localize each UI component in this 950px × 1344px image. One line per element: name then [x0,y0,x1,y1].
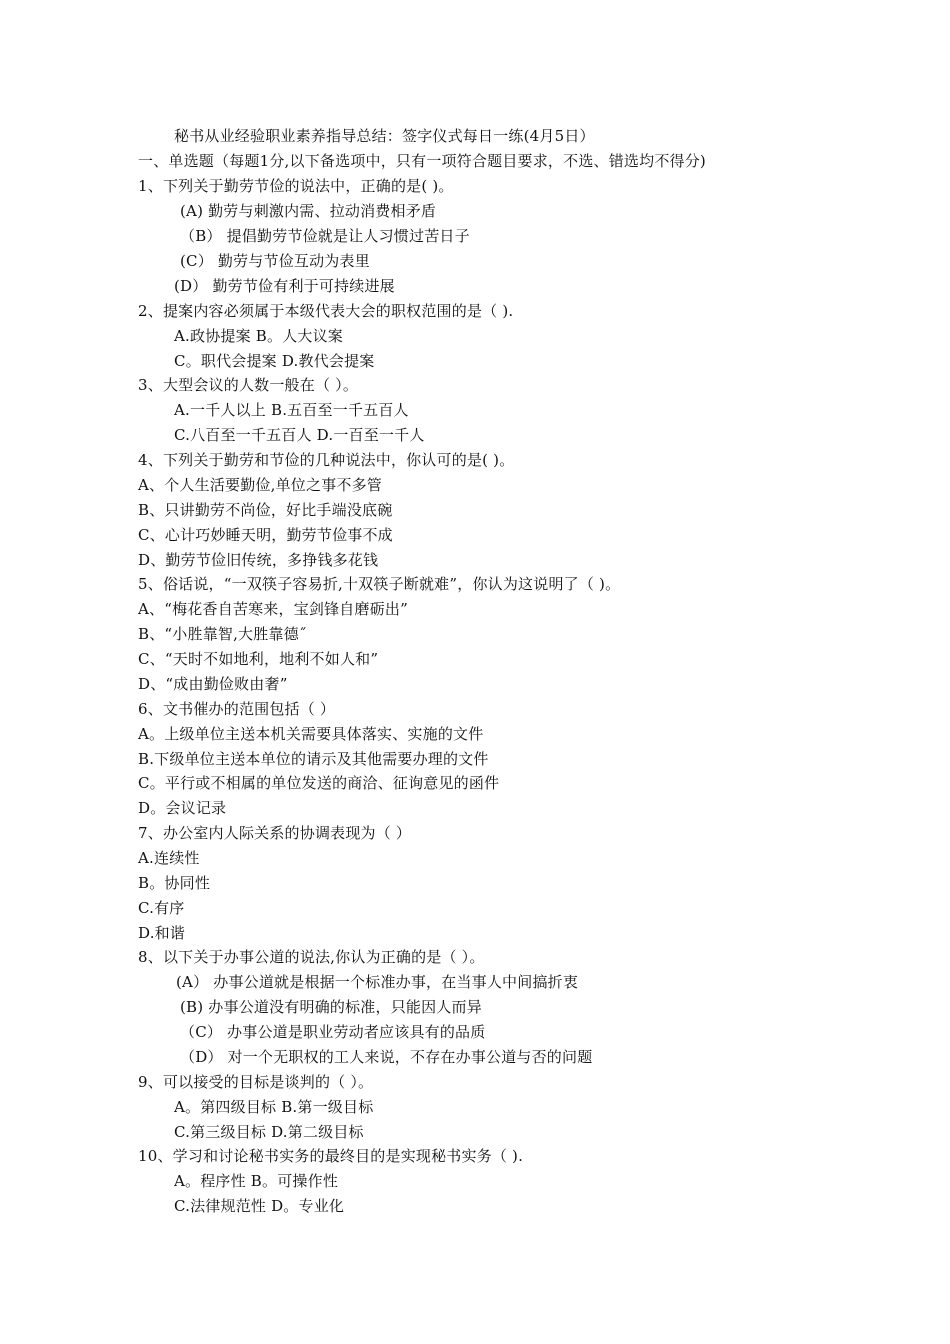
question-option: C。平行或不相属的单位发送的商洽、征询意见的函件 [138,774,500,792]
question-option: A。上级单位主送本机关需要具体落实、实施的文件 [138,725,484,743]
question-option: (A) 勤劳与刺激内需、拉动消费相矛盾 [180,202,437,220]
question-option: A.连续性 [138,849,200,867]
question-option: (D） 勤劳节俭有利于可持续进展 [174,277,395,295]
question-stem: 3、大型会议的人数一般在（ ）。 [138,376,359,394]
question-option: D.和谐 [138,924,186,942]
question-stem: 7、办公室内人际关系的协调表现为（ ） [138,824,412,842]
question-option: A.政协提案 B。人大议案 [174,327,343,345]
question-option: B、“小胜靠智,大胜靠德˝ [138,625,307,643]
question-option: D、“成由勤俭败由奢” [138,675,288,693]
question-option: A。程序性 B。可操作性 [174,1172,339,1190]
question-option: C.有序 [138,899,185,917]
question-option: B.下级单位主送本单位的请示及其他需要办理的文件 [138,750,489,768]
question-option: （B） 提倡勤劳节俭就是让人习惯过苦日子 [180,227,470,245]
question-option: (B) 办事公道没有明确的标准，只能因人而异 [180,998,482,1016]
question-option: A.一千人以上 B.五百至一千五百人 [174,401,409,419]
question-option: B、只讲勤劳不尚俭，好比手端没底碗 [138,501,393,519]
question-option: C.法律规范性 D。专业化 [174,1197,345,1215]
question-stem: 6、文书催办的范围包括（ ） [138,700,336,718]
question-option: （D） 对一个无职权的工人来说，不存在办事公道与否的问题 [180,1048,593,1066]
question-option: D。会议记录 [138,799,227,817]
question-stem: 2、提案内容必须属于本级代表大会的职权范围的是（ ). [138,302,514,320]
question-option: A、“梅花香自苦寒来，宝剑锋自磨砺出” [138,600,408,618]
question-option: C.第三级目标 D.第二级目标 [174,1123,364,1141]
question-option: （C） 办事公道是职业劳动者应该具有的品质 [180,1023,486,1041]
question-option: A。第四级目标 B.第一级目标 [174,1098,374,1116]
question-stem: 4、下列关于勤劳和节俭的几种说法中，你认可的是( )。 [138,451,515,469]
question-option: (A） 办事公道就是根据一个标准办事，在当事人中间搞折衷 [176,973,579,991]
question-option: C。职代会提案 D.教代会提案 [174,352,375,370]
question-stem: 9、可以接受的目标是谈判的（ ）。 [138,1073,374,1091]
question-option: D、勤劳节俭旧传统，多挣钱多花钱 [138,551,379,569]
question-option: B。协同性 [138,874,211,892]
document-title: 秘书从业经验职业素养指导总结：签字仪式每日一练(4月5日） [174,127,595,145]
section-heading: 一、单选题（每题1分,以下备选项中，只有一项符合题目要求，不选、错选均不得分) [138,152,706,170]
question-option: (C） 勤劳与节俭互动为表里 [180,252,370,270]
question-stem: 5、俗话说，“一双筷子容易折,十双筷子断就难”，你认为这说明了（ )。 [138,575,621,593]
question-stem: 8、以下关于办事公道的说法,你认为正确的是（ ）。 [138,948,485,966]
question-option: C、心计巧妙睡天明，勤劳节俭事不成 [138,526,393,544]
question-option: C.八百至一千五百人 D.一百至一千人 [174,426,425,444]
question-option: A、个人生活要勤俭,单位之事不多管 [138,476,383,494]
question-option: C、“天时不如地利，地利不如人和” [138,650,379,668]
question-stem: 10、学习和讨论秘书实务的最终目的是实现秘书实务（ ). [138,1147,524,1165]
question-stem: 1、下列关于勤劳节俭的说法中，正确的是( )。 [138,177,454,195]
